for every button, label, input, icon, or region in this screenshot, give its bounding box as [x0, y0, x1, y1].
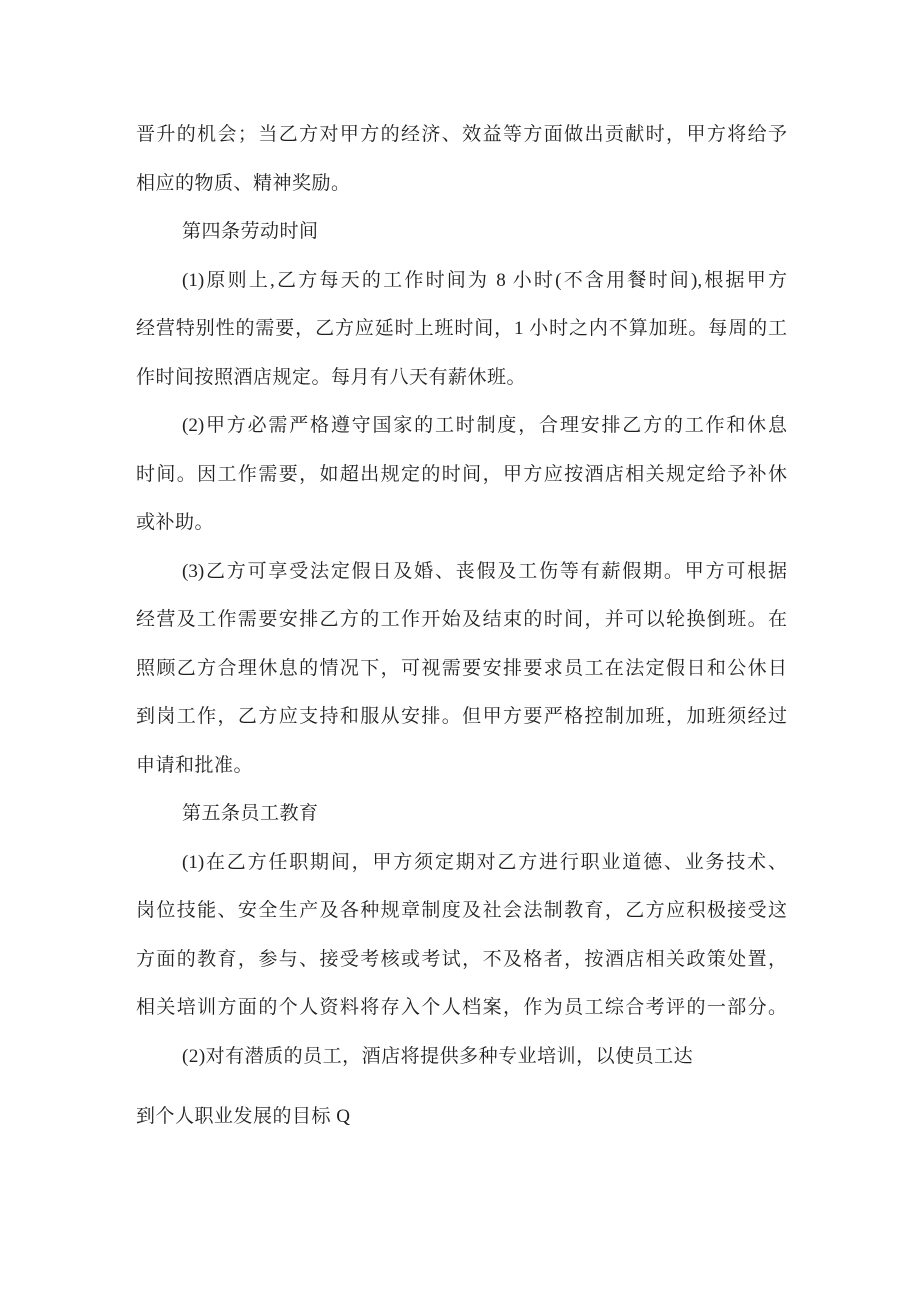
- text-line: 方面的教育，参与、接受考核或考试，不及格者，按酒店相关政策处置，: [136, 948, 787, 970]
- text-line: 经营及工作需要安排乙方的工作开始及结束的时间，并可以轮换倒班。在: [136, 609, 787, 630]
- text-line: 到个人职业发展的目标 Q: [136, 1106, 351, 1127]
- text-line: (2)甲方必需严格遵守国家的工时制度，合理安排乙方的工作和休息: [182, 415, 787, 436]
- text-line: 或补助。: [136, 512, 215, 533]
- text-line: 相应的物质、精神奖励。: [136, 172, 351, 194]
- text-line: 到岗工作，乙方应支持和服从安排。但甲方要严格控制加班，加班须经过: [136, 706, 787, 727]
- text-line: (1)在乙方任职期间，甲方须定期对乙方进行职业道德、业务技术、: [182, 851, 787, 873]
- text-line: 申请和批准。: [136, 754, 254, 776]
- text-line: 经营特别性的需要，乙方应延时上班时间，1 小时之内不算加班。每周的工: [136, 318, 787, 339]
- text-line: 相关培训方面的个人资料将存入个人档案，作为员工综合考评的一部分。: [136, 997, 787, 1018]
- text-line: 作时间按照酒店规定。每月有八天有薪休班。: [136, 366, 527, 388]
- text-line: 第四条劳动时间: [182, 221, 319, 242]
- text-line: 第五条员工教育: [182, 803, 319, 824]
- document-body: [136, 111, 787, 1142]
- text-line: 时间。因工作需要，如超出规定的时间，甲方应按酒店相关规定给予补休: [136, 463, 787, 485]
- text-line: 照顾乙方合理休息的情况下，可视需要安排要求员工在法定假日和公休日: [136, 657, 787, 679]
- text-line: (2)对有潜质的员工，酒店将提供多种专业培训，以使员工达: [182, 1045, 694, 1067]
- text-line: 岗位技能、安全生产及各种规章制度及社会法制教育，乙方应积极接受这: [136, 900, 787, 921]
- text-line: (1)原则上,乙方每天的工作时间为 8 小时(不含用餐时间),根据甲方: [182, 269, 787, 291]
- text-line: 晋升的机会；当乙方对甲方的经济、效益等方面做出贡献时，甲方将给予: [136, 124, 787, 145]
- text-line: (3)乙方可享受法定假日及婚、丧假及工伤等有薪假期。甲方可根据: [182, 560, 787, 582]
